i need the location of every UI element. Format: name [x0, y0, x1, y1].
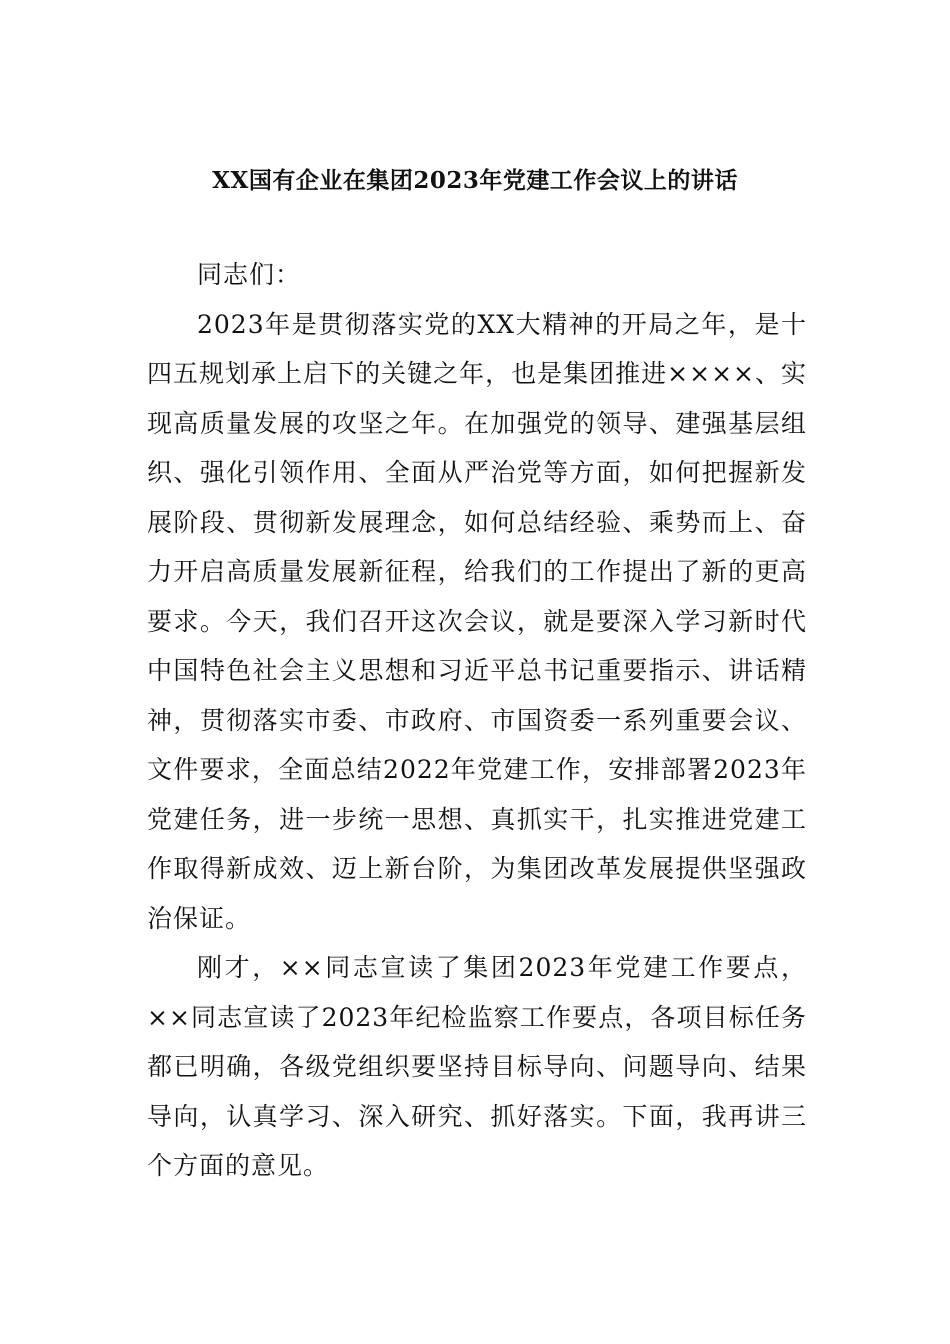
document-title: XX国有企业在集团2023年党建工作会议上的讲话	[212, 167, 738, 194]
paragraph-1: 2023年是贯彻落实党的XX大精神的开局之年，是十四五规划承上启下的关键之年，也是集团推进××××、实现高质量发展的攻坚之年。在加强党的领导、建强基层组织、强化引领作用、全面从严治党等方面，如何把握新发展阶段、贯彻新发展理念，如何总结经验、乘势而上、奋力开启高质量发展新征程，给我们的工作提出了新的更高要求。今天，我们召开这次会议，就是要深入学习新时代中国特色社会主义思想和习近平总书记重要指示、讲话精神，贯彻落实市委、市政府、市国资委一系列重要会议、文件要求，全面总结2022年党建工作，安排部署2023年党建任务，进一步统一思想、真抓实干，扎实推进党建工作取得新成效、迈上新台阶，为集团改革发展提供坚强政治保证。	[147, 309, 807, 933]
document-body	[147, 250, 807, 1191]
greeting: 同志们：	[197, 260, 302, 289]
paragraph-2: 刚才，××同志宣读了集团2023年党建工作要点，××同志宣读了2023年纪检监察工作要点，各项目标任务都已明确，各级党组织要坚持目标导向、问题导向、结果导向，认真学习、深入研究、抓好落实。下面，我再讲三个方面的意见。	[147, 953, 807, 1180]
